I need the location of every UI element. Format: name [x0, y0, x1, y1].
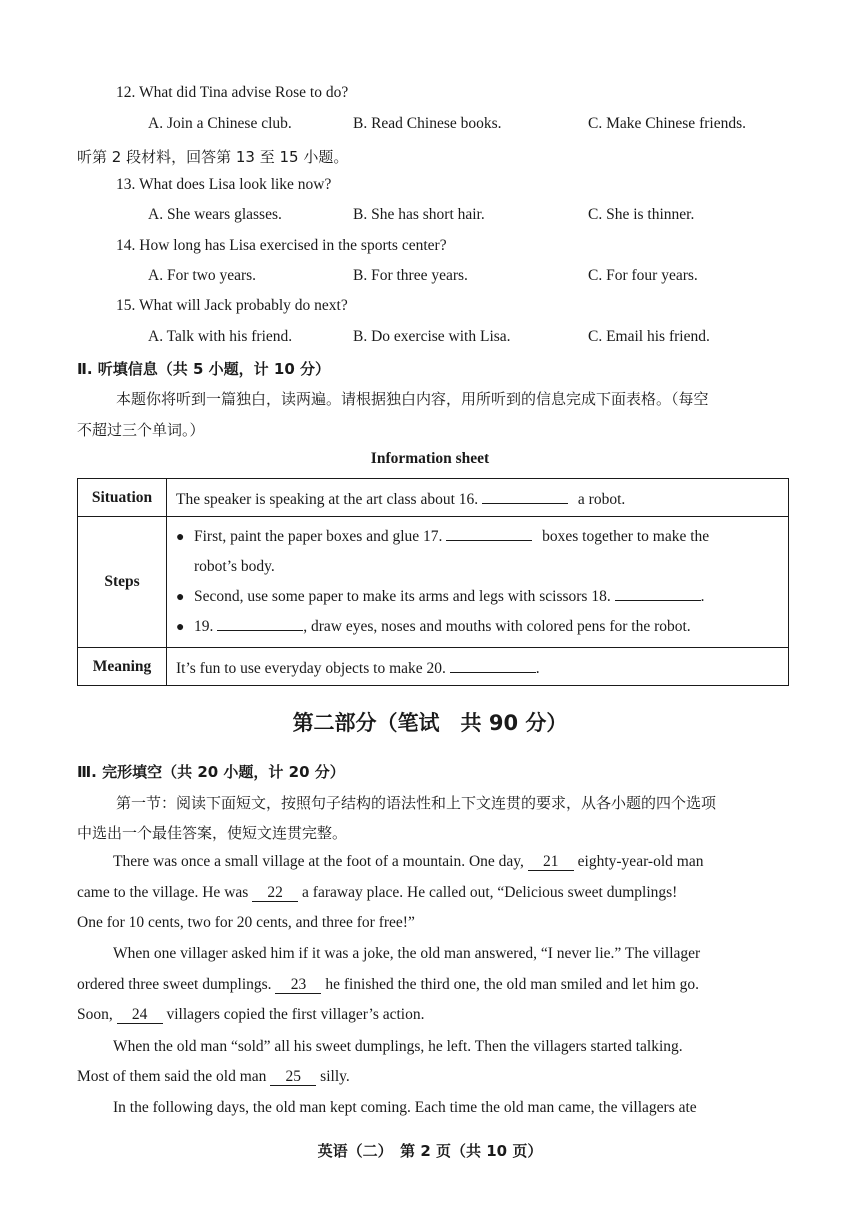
- passage-2-instruction: 听第 2 段材料，回答第 13 至 15 小题。: [77, 148, 349, 166]
- blank-23[interactable]: 23: [275, 976, 321, 994]
- passage-text: came to the village. He was: [77, 884, 249, 901]
- passage-text: villagers copied the first villager’s action.: [166, 1006, 425, 1023]
- passage-text: Most of them said the old man: [77, 1068, 267, 1085]
- passage-p4-line-1: In the following days, the old man kept coming. Each time the old man came, the villagers ate: [113, 1099, 697, 1116]
- step-1: [176, 522, 780, 552]
- row-meaning: [78, 648, 789, 686]
- passage-p2-line-3: [77, 1006, 424, 1024]
- question-12-stem: 12. What did Tina advise Rose to do?: [116, 84, 349, 101]
- situation-text-before: The speaker is speaking at the art class about 16.: [176, 491, 479, 508]
- part-2-title: 第二部分（笔试 共 90 分）: [292, 711, 568, 735]
- meaning-cell: [167, 648, 789, 686]
- passage-text: Soon,: [77, 1006, 113, 1023]
- question-14-option-b: B. For three years.: [353, 267, 468, 284]
- meaning-text-after: .: [535, 660, 540, 677]
- step-2-text-after: .: [700, 588, 705, 605]
- question-15-option-b: B. Do exercise with Lisa.: [353, 328, 511, 345]
- question-13-option-a: A. She wears glasses.: [148, 206, 282, 223]
- passage-text: a faraway place. He called out, “Delicious sweet dumplings!: [302, 884, 678, 901]
- passage-text: eighty-year-old man: [577, 853, 704, 870]
- section-3-instruction-line-2: 中选出一个最佳答案，使短文连贯完整。: [77, 824, 348, 842]
- passage-p3-line-2: [77, 1068, 350, 1086]
- section-3-instruction-line-1: 第一节：阅读下面短文，按照句子结构的语法性和上下文连贯的要求，从各小题的四个选项: [116, 794, 717, 812]
- step-3-text-before: 19.: [194, 618, 214, 635]
- blank-21[interactable]: 21: [528, 853, 574, 871]
- passage-p1-line-2: [77, 884, 677, 902]
- blank-18[interactable]: [615, 583, 701, 601]
- blank-19[interactable]: [217, 613, 303, 631]
- page-footer: 英语（二） 第 2 页（共 10 页）: [317, 1142, 543, 1160]
- question-12-option-b: B. Read Chinese books.: [353, 115, 502, 132]
- question-15-stem: 15. What will Jack probably do next?: [116, 297, 348, 314]
- question-14-stem: 14. How long has Lisa exercised in the sports center?: [116, 237, 447, 254]
- meaning-text-before: It’s fun to use everyday objects to make 20.: [176, 660, 446, 677]
- passage-text: silly.: [320, 1068, 350, 1085]
- passage-p3-line-1: When the old man “sold” all his sweet dumplings, he left. Then the villagers started talking.: [113, 1038, 683, 1055]
- question-12-option-a: A. Join a Chinese club.: [148, 115, 292, 132]
- bullet-icon: ●: [176, 620, 185, 635]
- step-1-continued: robot’s body.: [194, 558, 275, 575]
- question-14-option-c: C. For four years.: [588, 267, 698, 284]
- step-2-text-before: Second, use some paper to make its arms and legs with scissors 18.: [194, 588, 611, 605]
- section-2-instruction-line-2: 不超过三个单词。）: [77, 421, 205, 439]
- question-15-option-a: A. Talk with his friend.: [148, 328, 293, 345]
- step-1-text-before: First, paint the paper boxes and glue 17.: [194, 528, 443, 545]
- blank-17[interactable]: [446, 523, 532, 541]
- passage-p2-line-2: [77, 976, 699, 994]
- section-2-instruction-line-1: 本题你将听到一篇独白，读两遍。请根据独白内容，用所听到的信息完成下面表格。（每空: [116, 390, 709, 408]
- question-13-option-c: C. She is thinner.: [588, 206, 695, 223]
- information-sheet-table: [77, 478, 789, 686]
- row-steps: [78, 517, 789, 648]
- section-3-heading: Ⅲ. 完形填空（共 20 小题，计 20 分）: [77, 763, 345, 781]
- situation-cell: [167, 479, 789, 517]
- bullet-icon: ●: [176, 590, 185, 605]
- bullet-icon: ●: [176, 530, 185, 545]
- step-3-text-after: , draw eyes, noses and mouths with colored pens for the robot.: [303, 618, 691, 635]
- question-15-option-c: C. Email his friend.: [588, 328, 710, 345]
- step-2: [176, 582, 780, 612]
- passage-p2-line-1: When one villager asked him if it was a joke, the old man answered, “I never lie.” The villager: [113, 945, 701, 962]
- passage-text: There was once a small village at the foot of a mountain. One day,: [113, 853, 524, 870]
- blank-22[interactable]: 22: [252, 884, 298, 902]
- step-1-text-after: boxes together to make the: [542, 528, 710, 545]
- step-3: [176, 612, 780, 642]
- blank-16[interactable]: [482, 486, 568, 504]
- blank-25[interactable]: 25: [270, 1068, 316, 1086]
- question-13-stem: 13. What does Lisa look like now?: [116, 176, 332, 193]
- question-14-option-a: A. For two years.: [148, 267, 257, 284]
- steps-cell: [167, 517, 789, 648]
- question-12-option-c: C. Make Chinese friends.: [588, 115, 746, 132]
- passage-text: he finished the third one, the old man smiled and let him go.: [325, 976, 699, 993]
- situation-label: Situation: [78, 479, 167, 517]
- blank-20[interactable]: [450, 655, 536, 673]
- passage-p1-line-3: One for 10 cents, two for 20 cents, and three for free!”: [77, 914, 415, 931]
- passage-p1-line-1: [113, 853, 703, 871]
- situation-text-after: a robot.: [577, 491, 626, 508]
- blank-24[interactable]: 24: [117, 1006, 163, 1024]
- passage-text: ordered three sweet dumplings.: [77, 976, 272, 993]
- steps-label: Steps: [78, 517, 167, 648]
- section-2-heading: Ⅱ. 听填信息（共 5 小题，计 10 分）: [77, 360, 331, 378]
- row-situation: [78, 479, 789, 517]
- meaning-label: Meaning: [78, 648, 167, 686]
- question-13-option-b: B. She has short hair.: [353, 206, 485, 223]
- information-sheet-title: Information sheet: [370, 450, 490, 467]
